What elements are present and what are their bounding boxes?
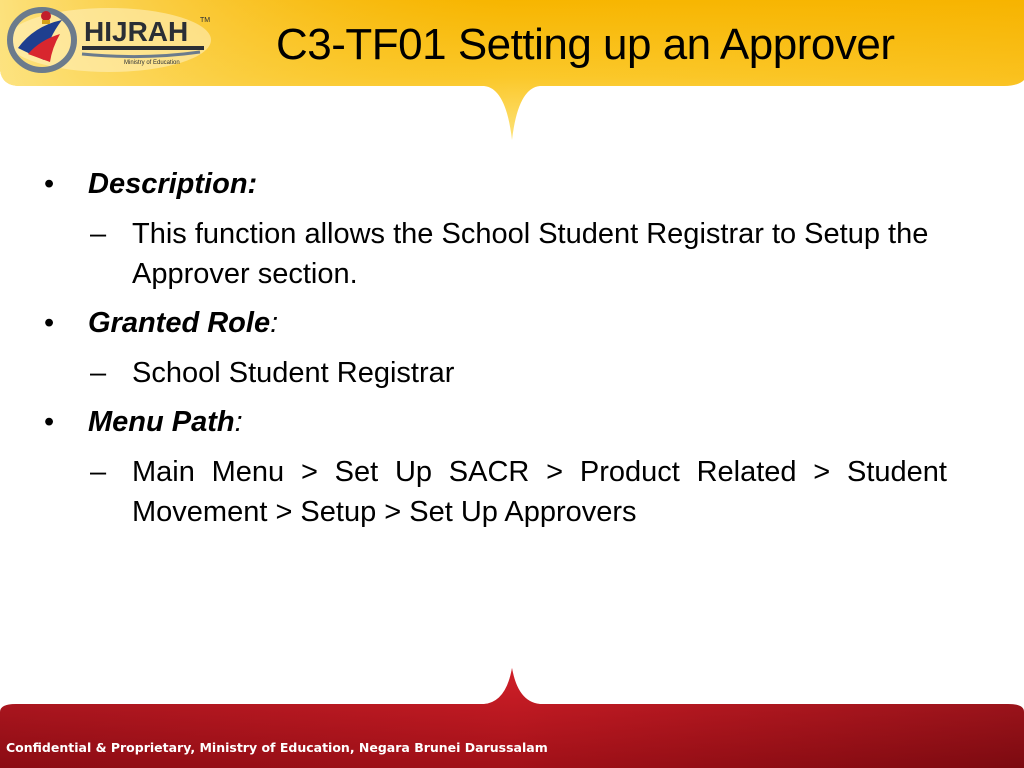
bullet-icon: • xyxy=(44,307,55,339)
bullet-colon: : xyxy=(247,168,258,200)
sub-bullet-menu-path xyxy=(40,452,960,532)
sub-bullet-description xyxy=(40,214,960,294)
sub-bullet-text: School Student Registrar xyxy=(132,357,455,389)
bullet-colon: : xyxy=(234,406,243,438)
dash-icon: – xyxy=(90,357,107,389)
bullet-label: Granted Role xyxy=(88,307,271,339)
slide-title: C3-TF01 Setting up an Approver xyxy=(276,20,895,69)
svg-text:Ministry of Education: Ministry of Education xyxy=(124,60,180,66)
bullet-granted-role xyxy=(40,303,960,343)
bullet-label: Menu Path xyxy=(88,406,235,438)
sub-bullet-text: Main Menu > Set Up SACR > Product Related > Student Movement > Setup > Set Up Approvers xyxy=(132,456,947,528)
svg-text:TM: TM xyxy=(200,17,211,24)
footer-confidential-text: Confidential & Proprietary, Ministry of Education, Negara Brunei Darussalam xyxy=(6,740,548,755)
dash-icon: – xyxy=(90,218,107,250)
bullet-icon: • xyxy=(44,406,55,438)
bullet-colon: : xyxy=(270,307,279,339)
bullet-label: Description xyxy=(88,168,248,200)
sub-bullet-granted-role xyxy=(40,353,960,393)
slide-body xyxy=(40,164,960,541)
bullet-icon: • xyxy=(44,168,55,200)
dash-icon: – xyxy=(90,456,107,488)
bullet-description xyxy=(40,164,960,204)
hijrah-logo xyxy=(4,4,214,74)
bullet-menu-path xyxy=(40,402,960,442)
svg-text:HIJRAH: HIJRAH xyxy=(84,16,189,47)
sub-bullet-text: This function allows the School Student Registrar to Setup the Approver section. xyxy=(132,218,929,290)
